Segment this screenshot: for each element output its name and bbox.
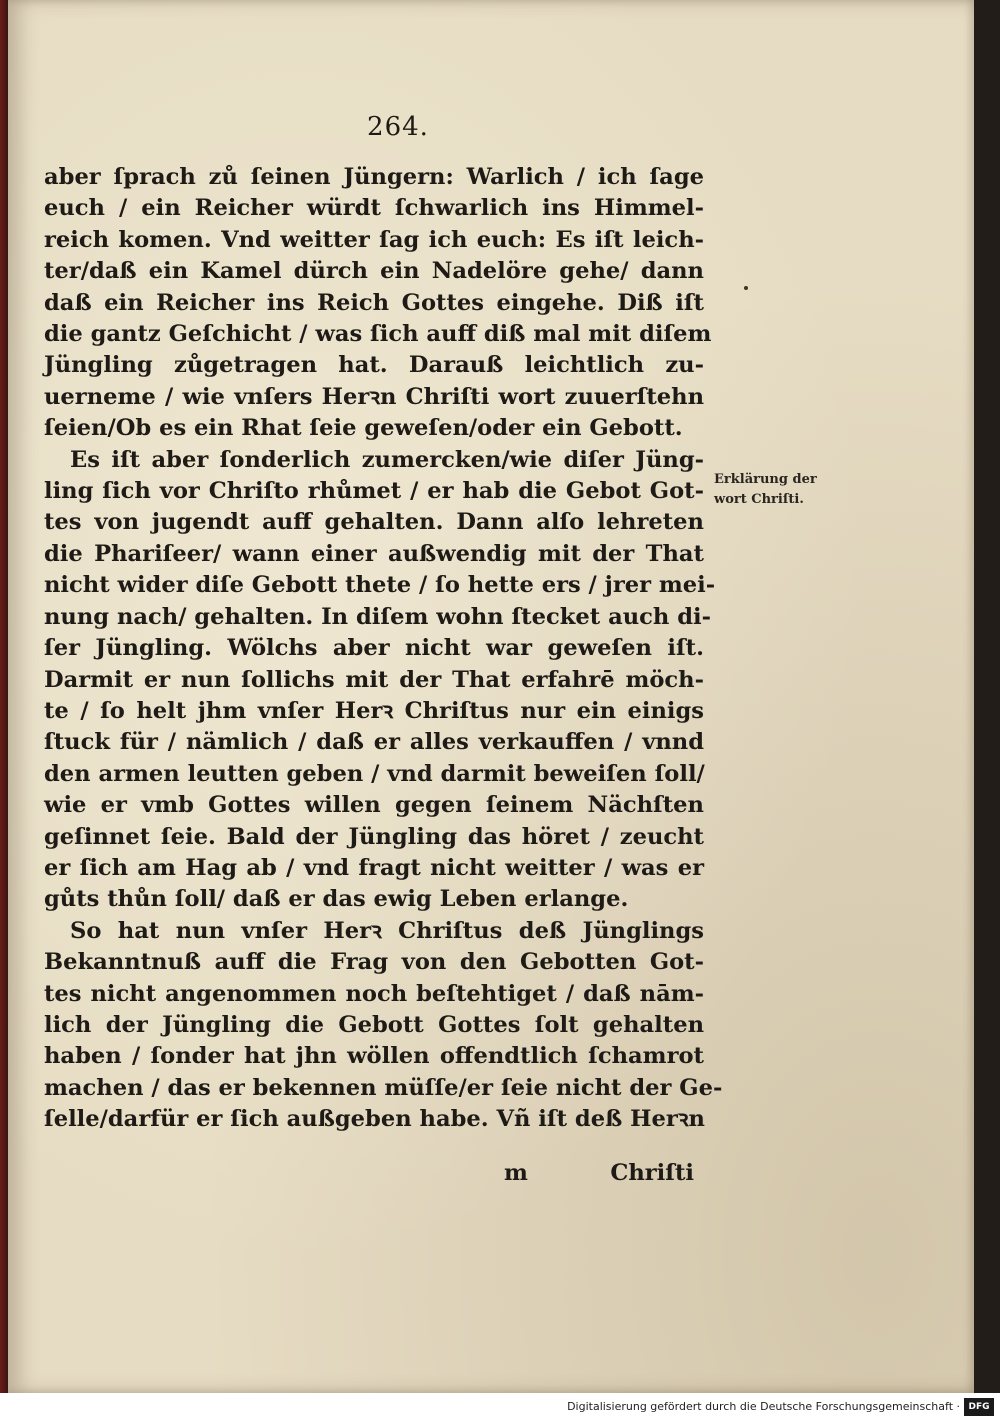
marginal-note-line: Erklärung der [714, 472, 817, 487]
text-line: ling ſich vor Chriſto rhůmet / er hab die Gebot Got- [44, 478, 704, 505]
text-line: euch / ein Reicher würdt ſchwarlich ins Himmel- [44, 195, 704, 222]
dfg-logo-icon: DFG [964, 1398, 994, 1416]
text-line: nung nach/ gehalten. In diſem wohn ſtecket auch di- [44, 603, 711, 630]
text-line: uerneme / wie vnſers Herꝛn Chriſti wort zuuerſtehn [44, 383, 704, 410]
text-line: lich der Jüngling die Gebott Gottes ſolt gehalten [44, 1011, 704, 1038]
catch-row [44, 1160, 704, 1192]
text-line: ter/daß ein Kamel dürch ein Nadelöre gehe/ dann [44, 258, 704, 285]
text-line: ſtuck für / nämlich / daß er alles verkauffen / vnnd [44, 729, 704, 756]
text-line: den armen leutten geben / vnd darmit beweiſen ſoll/ [44, 760, 705, 787]
marginal-note [714, 470, 844, 510]
text-line: die Phariſeer/ wann einer außwendig mit der That [44, 540, 704, 567]
text-line: tes nicht angenommen noch beſtehtiget / daß nām- [44, 980, 704, 1007]
text-line: daß ein Reicher ins Reich Gottes eingehe. Diß iſt [44, 289, 704, 316]
page-number: 264. [367, 112, 429, 142]
marginal-note-line: wort Chriſti. [714, 492, 804, 507]
text-line: Es iſt aber ſonderlich zumercken/wie diſer Jüng- [70, 446, 704, 473]
book-page [8, 0, 974, 1393]
text-line: machen / das er bekennen müſſe/er ſeie nicht der Ge- [44, 1074, 723, 1101]
ink-dot [744, 286, 748, 290]
text-line: aber ſprach zů ſeinen Jüngern: Warlich / ich ſage [44, 164, 704, 190]
text-line: Bekanntnuß auff die Frag von den Gebotten Got- [44, 949, 704, 976]
text-line: reich komen. Vnd weitter ſag ich euch: Es iſt leich- [44, 226, 704, 253]
text-line: wie er vmb Gottes willen gegen ſeinem Nächſten [44, 792, 704, 819]
footer-bar [0, 1393, 1000, 1423]
text-line: ſelle/darfür er ſich außgeben habe. Vñ iſt deß Herꝛn [44, 1106, 705, 1133]
text-line: haben / ſonder hat jhn wöllen offendtlich ſchamrot [44, 1043, 704, 1070]
text-line: te / ſo helt jhm vnſer Herꝛ Chriſtus nur ein einigs [44, 697, 704, 724]
book-spine-edge [0, 0, 8, 1393]
text-line: Jüngling zůgetragen hat. Darauß leichtlich zu- [44, 352, 704, 379]
text-line: er ſich am Hag ab / vnd fragt nicht weitter / was er [44, 854, 704, 881]
signature-mark: m [504, 1160, 528, 1186]
text-line: Darmit er nun ſollichs mit der That erfahrē möch- [44, 666, 704, 693]
catchword: Chriſti [610, 1160, 694, 1186]
text-line: die gantz Geſchicht / was ſich auff diß mal mit diſem [44, 321, 712, 348]
footer-credit: Digitalisierung gefördert durch die Deutsche Forschungsgemeinschaft · [567, 1400, 960, 1413]
text-line: ſer Jüngling. Wölchs aber nicht war geweſen iſt. [44, 635, 704, 662]
text-line: gůts thůn ſoll/ daß er das ewig Leben erlange. [44, 886, 629, 913]
text-line: So hat nun vnſer Herꝛ Chriſtus deß Jünglings [70, 917, 704, 944]
main-text-block [44, 162, 723, 1136]
text-line: geſinnet ſeie. Bald der Jüngling das höret / zeucht [44, 823, 704, 850]
text-line: ſeien/Ob es ein Rhat ſeie geweſen/oder ein Gebott. [44, 415, 683, 442]
text-line: tes von jugendt auff gehalten. Dann alſo lehreten [44, 509, 704, 536]
text-line: nicht wider diſe Gebott thete / ſo hette ers / jrer mei- [44, 572, 716, 599]
